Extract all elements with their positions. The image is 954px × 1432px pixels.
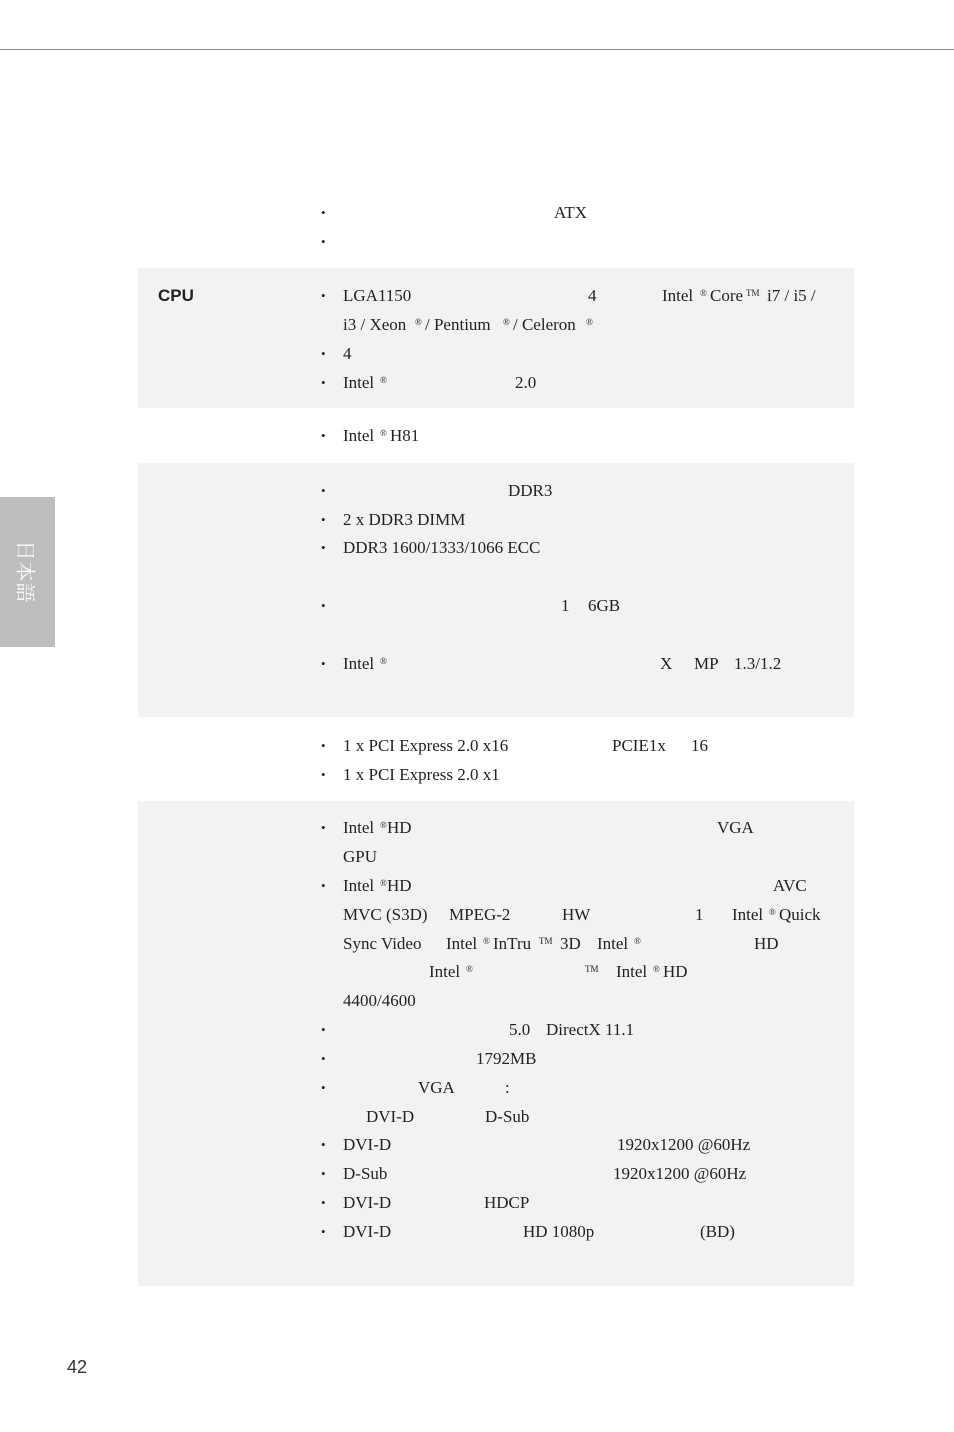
spec-text: DVI-D xyxy=(343,1135,392,1154)
spec-text: HD xyxy=(387,818,412,837)
superscript-mark: ® xyxy=(483,936,490,946)
superscript-mark: TM xyxy=(746,288,760,298)
spec-text: 1920x1200 @60Hz xyxy=(613,1164,747,1183)
spec-text: 1792MB xyxy=(476,1049,537,1068)
superscript-mark: ® xyxy=(380,428,387,438)
spec-text: HDCP xyxy=(484,1193,530,1212)
spec-text: VGA xyxy=(418,1078,455,1097)
language-tab-label: 日本語 xyxy=(13,540,38,604)
spec-text: Quick xyxy=(779,905,821,924)
spec-text: HD xyxy=(387,876,412,895)
spec-text: Intel xyxy=(616,962,648,981)
spec-text: i3 / Xeon xyxy=(343,315,407,334)
spec-text: HD xyxy=(663,962,688,981)
spec-text: Intel xyxy=(343,876,375,895)
superscript-mark: ® xyxy=(586,317,593,327)
superscript-mark: ® xyxy=(634,936,641,946)
spec-text: InTru xyxy=(493,934,532,953)
section-intro xyxy=(138,190,854,260)
spec-text: 4400/4600 xyxy=(343,991,416,1010)
section-label-cpu: CPU xyxy=(158,286,194,305)
language-tab xyxy=(0,497,55,647)
spec-text: 6GB xyxy=(588,596,621,615)
spec-text: Intel xyxy=(343,654,375,673)
spec-text: X xyxy=(660,654,673,673)
spec-text: D-Sub xyxy=(343,1164,388,1183)
superscript-mark: ® xyxy=(503,317,510,327)
spec-text: ATX xyxy=(554,203,588,222)
section-chipset xyxy=(138,410,854,462)
spec-text: Core xyxy=(710,286,744,305)
section-graphics xyxy=(138,801,854,1286)
superscript-mark: TM xyxy=(539,936,553,946)
spec-text: DVI-D xyxy=(343,1193,392,1212)
spec-text: DVI-D xyxy=(343,1222,392,1241)
superscript-mark: ® xyxy=(380,878,387,888)
section-cpu xyxy=(138,268,854,408)
spec-text: 2.0 xyxy=(515,373,537,392)
spec-text: 5.0 xyxy=(509,1020,531,1039)
spec-text: LGA1150 xyxy=(343,286,412,305)
superscript-mark: ® xyxy=(466,964,473,974)
spec-text: DirectX 11.1 xyxy=(546,1020,635,1039)
spec-text: / Celeron xyxy=(513,315,576,334)
spec-text: 4 xyxy=(343,344,352,363)
spec-text: 1 xyxy=(561,596,570,615)
spec-text: 2 x DDR3 DIMM xyxy=(343,510,466,529)
spec-text: DDR3 1600/1333/1066 ECC xyxy=(343,538,541,557)
spec-text: 4 xyxy=(588,286,597,305)
section-memory xyxy=(138,463,854,717)
superscript-mark: ® xyxy=(769,907,776,917)
spec-text: HD xyxy=(754,934,779,953)
spec-text: Intel xyxy=(343,373,375,392)
superscript-mark: ® xyxy=(380,656,387,666)
spec-text: DDR3 xyxy=(508,481,553,500)
spec-text: Intel xyxy=(343,426,375,445)
spec-text: Intel xyxy=(597,934,629,953)
superscript-mark: ® xyxy=(653,964,660,974)
spec-text: MVC (S3D) xyxy=(343,905,428,924)
spec-text: 1 xyxy=(695,905,704,924)
spec-text: H81 xyxy=(390,426,420,445)
spec-text: Intel xyxy=(343,818,375,837)
page-number: 42 xyxy=(67,1357,88,1377)
section-slots xyxy=(138,718,854,800)
spec-text: (BD) xyxy=(700,1222,735,1241)
spec-text: PCIE1x xyxy=(612,736,666,755)
spec-text: 1920x1200 @60Hz xyxy=(617,1135,751,1154)
spec-text: Intel xyxy=(429,962,461,981)
spec-text: : xyxy=(505,1078,510,1097)
spec-text: / Pentium xyxy=(425,315,491,334)
spec-text: 16 xyxy=(691,736,708,755)
spec-text: GPU xyxy=(343,847,378,866)
spec-text: DVI-D xyxy=(366,1107,415,1126)
superscript-mark: ® xyxy=(415,317,422,327)
spec-text: MP xyxy=(694,654,719,673)
spec-text: Intel xyxy=(446,934,478,953)
spec-text: MPEG-2 xyxy=(449,905,511,924)
spec-text: HW xyxy=(562,905,591,924)
superscript-mark: ® xyxy=(700,288,707,298)
spec-text: i7 / i5 / xyxy=(767,286,816,305)
spec-text: Sync Video xyxy=(343,934,422,953)
spec-text: HD 1080p xyxy=(523,1222,595,1241)
spec-text: D-Sub xyxy=(485,1107,530,1126)
superscript-mark: TM xyxy=(585,964,599,974)
spec-text: 1.3/1.2 xyxy=(734,654,782,673)
spec-text: 1 x PCI Express 2.0 x1 xyxy=(343,765,500,784)
spec-text: Intel xyxy=(662,286,694,305)
superscript-mark: ® xyxy=(380,820,387,830)
spec-text: 3D xyxy=(560,934,581,953)
spec-text: AVC xyxy=(773,876,807,895)
superscript-mark: ® xyxy=(380,375,387,385)
spec-text: Intel xyxy=(732,905,764,924)
spec-text: VGA xyxy=(717,818,754,837)
header-rule xyxy=(0,49,954,50)
spec-text: 1 x PCI Express 2.0 x16 xyxy=(343,736,509,755)
